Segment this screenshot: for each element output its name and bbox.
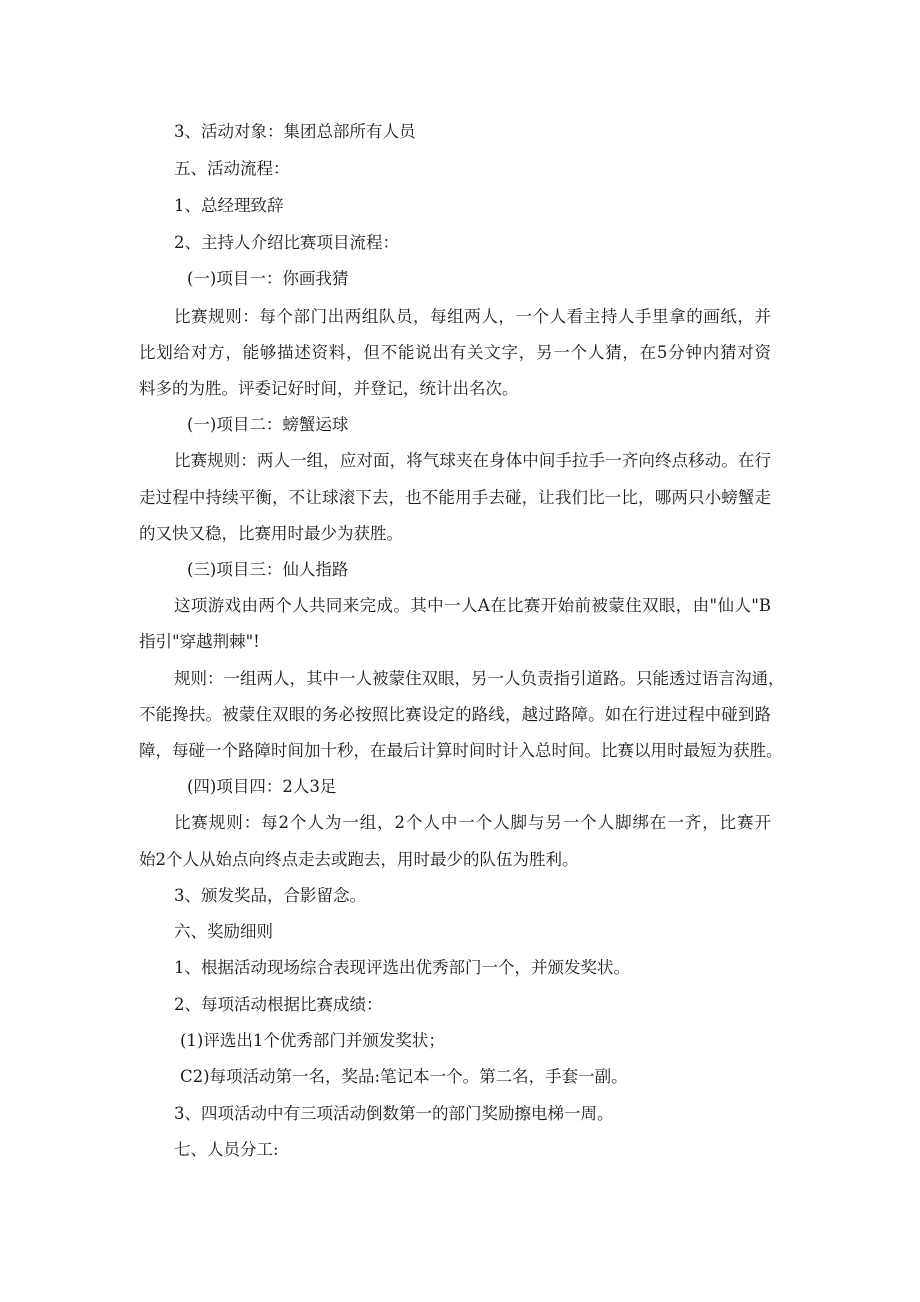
paragraph-line: 障，每碰一个路障时间加十秒，在最后计算时间时计入总时间。比赛以用时最短为获胜。	[139, 741, 783, 760]
text-line-reward-2: 2、每项活动根据比赛成绩：	[174, 995, 383, 1014]
paragraph-line: 比赛规则：每个部门出两组队员，每组两人，一个人看主持人手里拿的画纸，并	[174, 307, 771, 326]
item-heading-draw-guess: (一)项目一：你画我猜	[187, 269, 349, 288]
item-heading-crab-ball: (一)项目二：螃蟹运球	[187, 415, 349, 434]
paragraph-line: 料多的为胜。评委记好时间，并登记，统计出名次。	[139, 379, 519, 398]
text-line-reward-2-1: (1)评选出1个优秀部门并颁发奖状；	[180, 1031, 445, 1050]
text-line-manager-speech: 1、总经理致辞	[174, 196, 284, 215]
section-heading-staff: 七、人员分工:	[174, 1140, 279, 1159]
paragraph-line: 比赛规则：两人一组，应对面，将气球夹在身体中间手拉手一齐向终点移动。在行	[174, 451, 771, 470]
section-heading-rewards: 六、奖励细则	[174, 922, 273, 941]
section-heading-activity-flow: 五、活动流程：	[174, 159, 290, 178]
paragraph-line: 不能搀扶。被蒙住双眼的务必按照比赛设定的路线，越过路障。如在行进过程中碰到路	[139, 705, 771, 724]
text-line-reward-3: 3、四项活动中有三项活动倒数第一的部门奖励擦电梯一周。	[174, 1104, 614, 1123]
paragraph-line: 指引"穿越荆棘"!	[139, 632, 260, 651]
text-line-award-photo: 3、颁发奖品，合影留念。	[174, 886, 366, 905]
item-heading-immortal-guide: (三)项目三：仙人指路	[187, 560, 349, 579]
paragraph-line: 这项游戏由两个人共同来完成。其中一人A在比赛开始前被蒙住双眼，由"仙人"B	[174, 596, 771, 615]
paragraph-line: 走过程中持续平衡，不让球滚下去，也不能用手去碰，让我们比一比，哪两只小螃蟹走	[139, 488, 771, 507]
text-line-reward-2-2: C2)每项活动第一名，奖品:笔记本一个。第二名，手套一副。	[180, 1067, 628, 1086]
text-line-activity-target: 3、活动对象：集团总部所有人员	[174, 122, 416, 141]
item-heading-three-legged: (四)项目四：2人3足	[187, 777, 337, 796]
paragraph-line: 的又快又稳，比赛用时最少为获胜。	[139, 524, 403, 543]
text-line-host-intro: 2、主持人介绍比赛项目流程：	[174, 233, 399, 252]
paragraph-line: 规则：一组两人，其中一人被蒙住双眼，另一人负责指引道路。只能透过语言沟通，	[174, 669, 785, 688]
paragraph-line: 始2个人从始点向终点走去或跑去，用时最少的队伍为胜利。	[139, 850, 579, 869]
paragraph-line: 比划给对方，能够描述资料，但不能说出有关文字，另一个人猜，在5分钟内猜对资	[139, 343, 771, 362]
text-line-reward-1: 1、根据活动现场综合表现评选出优秀部门一个，并颁发奖状。	[174, 958, 630, 977]
paragraph-line: 比赛规则：每2个人为一组，2个人中一个人脚与另一个人脚绑在一齐，比赛开	[174, 813, 771, 832]
